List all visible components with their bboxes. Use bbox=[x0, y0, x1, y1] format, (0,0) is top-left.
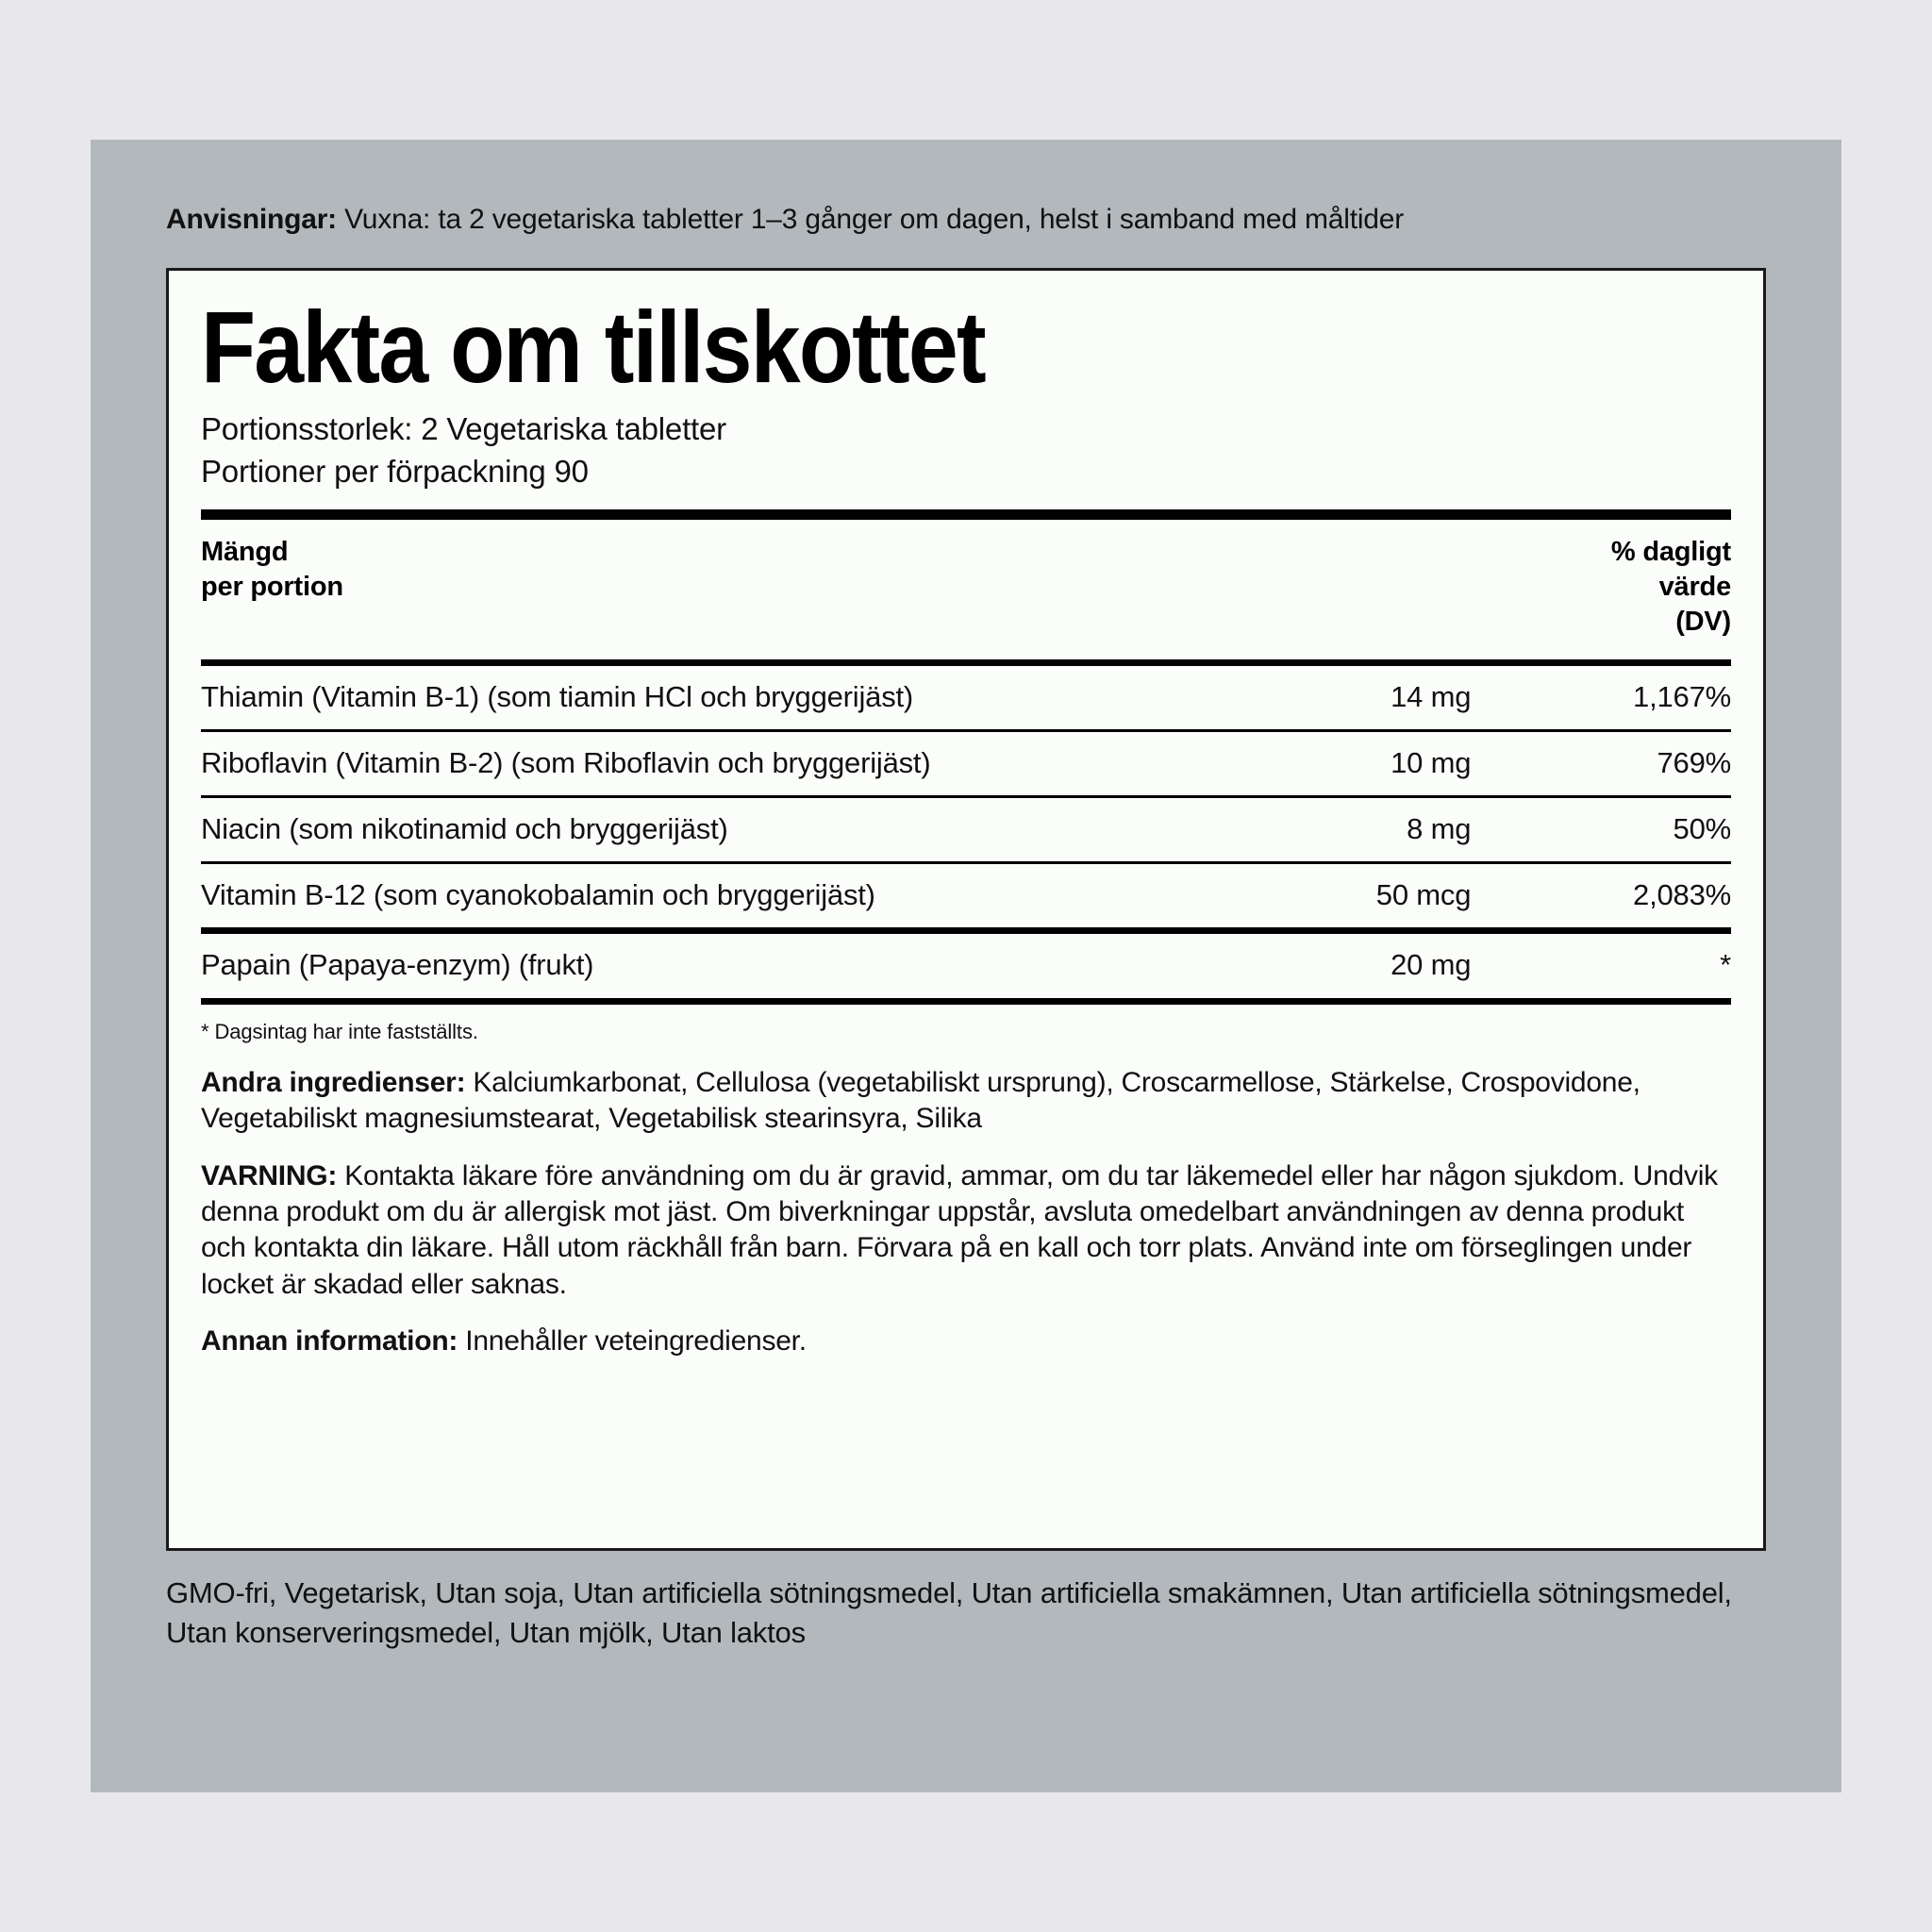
product-claims: GMO-fri, Vegetarisk, Utan soja, Utan artificiella sötningsmedel, Utan artificiella smakämnen, Utan artificiella sötningsmedel, Utan konserveringsmedel, Utan mjölk, Utan laktos bbox=[166, 1576, 1732, 1649]
supplement-facts-box bbox=[166, 268, 1766, 1551]
other-information-label: Annan information: bbox=[201, 1325, 458, 1357]
warning bbox=[201, 1158, 1731, 1304]
nutrient-daily-value: 2,083% bbox=[1633, 878, 1731, 912]
directions-line bbox=[166, 202, 1785, 238]
page-title: Fakta om tillskottet bbox=[201, 290, 985, 404]
warning-label: VARNING: bbox=[201, 1159, 338, 1191]
table-row bbox=[201, 934, 1731, 997]
dv-header-line3: (DV) bbox=[1675, 607, 1731, 638]
nutrient-amount: 8 mg bbox=[1407, 811, 1472, 845]
nutrient-daily-value: 769% bbox=[1657, 745, 1731, 779]
nutrient-amount: 14 mg bbox=[1391, 679, 1472, 713]
servings-per-container: Portioner per förpackning 90 bbox=[201, 453, 589, 489]
table-row bbox=[201, 798, 1731, 861]
supplementary-text-block bbox=[169, 1065, 1763, 1360]
nutrient-name: Riboflavin (Vitamin B-2) (som Riboflavin och bryggerijäst) bbox=[201, 745, 931, 779]
other-information bbox=[201, 1324, 1731, 1359]
amount-header-line2: per portion bbox=[201, 572, 343, 603]
nutrient-daily-value: 1,167% bbox=[1633, 679, 1731, 713]
amount-header-line1: Mängd bbox=[201, 537, 289, 568]
warning-text: Kontakta läkare före användning om du är gravid, ammar, om du tar läkemedel eller har någon sjukdom. Undvik denna produkt om du är allergisk mot jäst. Om biverkningar uppstår, avsluta omedelbart användningen av denna produkt och kontakta din läkare. Håll utom räckhåll från barn. Förvara på en kall och torr plats. Använd inte om förseglingen under locket är skadad eller saknas. bbox=[201, 1159, 1718, 1300]
table-header-row bbox=[201, 520, 1731, 658]
row-divider-bold bbox=[201, 927, 1731, 934]
nutrient-amount: 10 mg bbox=[1391, 745, 1472, 779]
table-row bbox=[201, 864, 1731, 927]
daily-value-header bbox=[1471, 520, 1731, 658]
directions-label: Anvisningar: bbox=[166, 204, 337, 235]
daily-value-footnote: * Dagsintag har inte fastställts. bbox=[201, 1019, 478, 1043]
nutrient-daily-value: 50% bbox=[1673, 811, 1731, 845]
table-row bbox=[201, 666, 1731, 729]
nutrient-name: Vitamin B-12 (som cyanokobalamin och bryggerijäst) bbox=[201, 878, 875, 912]
other-ingredients-label: Andra ingredienser: bbox=[201, 1066, 466, 1098]
dv-header-line2: värde bbox=[1658, 572, 1731, 603]
directions-text: Vuxna: ta 2 vegetariska tabletter 1–3 gånger om dagen, helst i samband med måltider bbox=[344, 204, 1405, 235]
nutrient-daily-value: * bbox=[1720, 948, 1731, 982]
other-ingredients-text: Kalciumkarbonat, Cellulosa (vegetabiliskt ursprung), Croscarmellose, Stärkelse, Crospovidone, Vegetabiliskt magnesiumstearat, Vegetabilisk stearinsyra, Silika bbox=[201, 1066, 1641, 1135]
dv-header-line1: % dagligt bbox=[1610, 537, 1731, 568]
rule-above-footnote bbox=[201, 998, 1731, 1005]
nutrient-name: Papain (Papaya-enzym) (frukt) bbox=[201, 948, 594, 982]
other-information-text: Innehåller veteingredienser. bbox=[465, 1325, 807, 1357]
nutrient-amount: 50 mcg bbox=[1375, 878, 1472, 912]
amount-header-spacer bbox=[1150, 520, 1472, 658]
label-panel bbox=[91, 140, 1841, 1792]
nutrient-name: Niacin (som nikotinamid och bryggerijäst) bbox=[201, 811, 728, 845]
other-ingredients bbox=[201, 1065, 1731, 1138]
serving-size: Portionsstorlek: 2 Vegetariska tabletter bbox=[201, 411, 726, 447]
nutrient-amount: 20 mg bbox=[1391, 948, 1472, 982]
amount-header bbox=[201, 520, 1150, 658]
rule-under-header bbox=[201, 659, 1731, 666]
table-row bbox=[201, 732, 1731, 795]
rule-heavy-top bbox=[201, 509, 1731, 520]
nutrition-table bbox=[201, 520, 1731, 1004]
nutrient-name: Thiamin (Vitamin B-1) (som tiamin HCl och bryggerijäst) bbox=[201, 679, 914, 713]
